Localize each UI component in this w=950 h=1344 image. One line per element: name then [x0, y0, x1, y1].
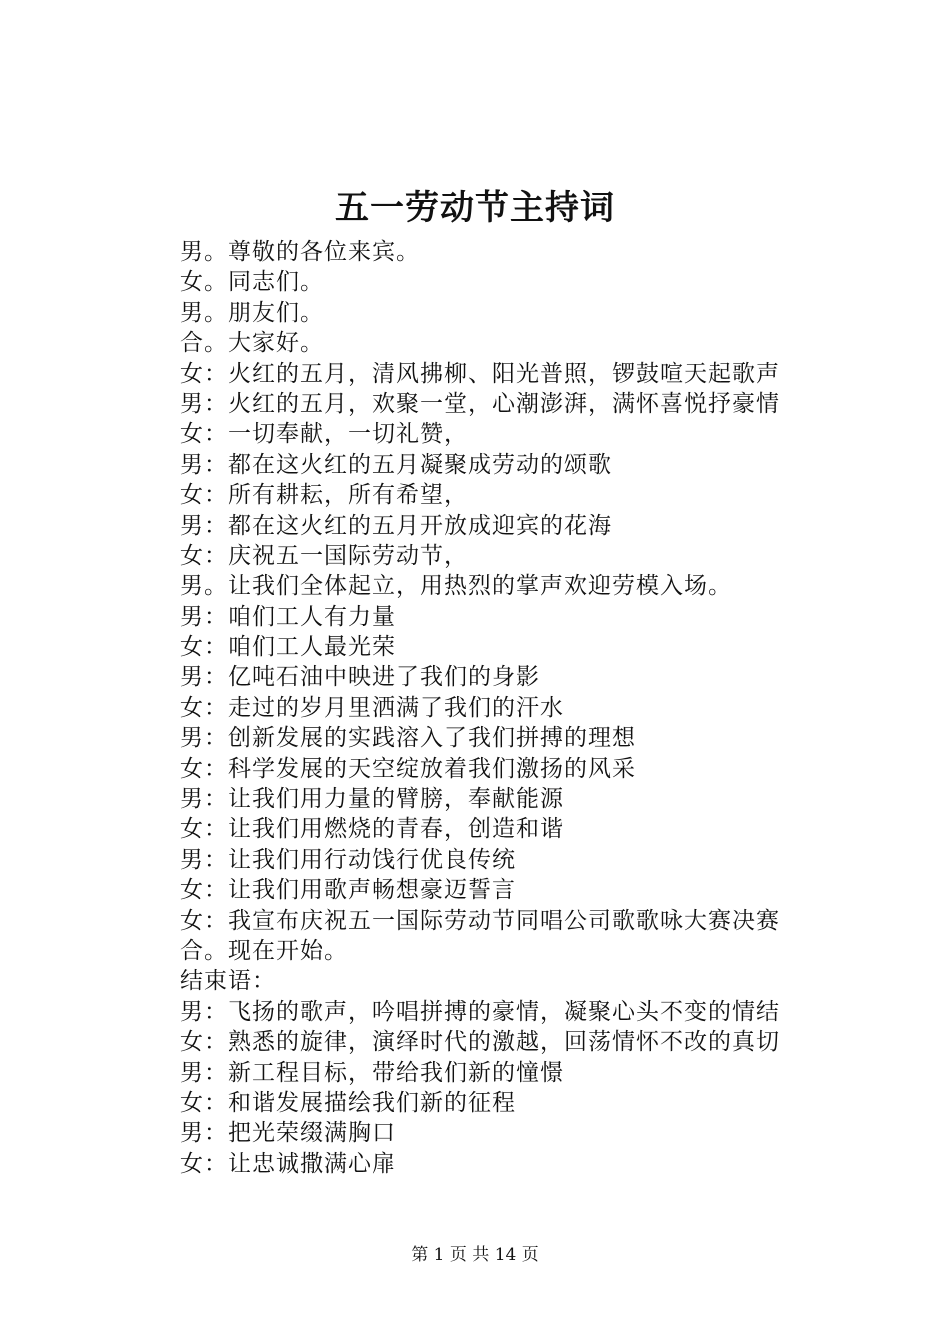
- text-line: 男：把光荣缀满胸口: [180, 1120, 396, 1147]
- text-line: 女：科学发展的天空绽放着我们激扬的风采: [180, 755, 636, 782]
- text-line: 男：都在这火红的五月开放成迎宾的花海: [180, 512, 612, 539]
- text-line: 男：咱们工人有力量: [180, 603, 396, 630]
- text-line: 女。同志们。: [180, 269, 324, 296]
- document-body: [180, 237, 840, 1179]
- text-line: 女：和谐发展描绘我们新的征程: [180, 1089, 516, 1116]
- text-line: 男：新工程目标，带给我们新的憧憬: [180, 1059, 564, 1086]
- text-line: 合。现在开始。: [180, 937, 348, 964]
- text-line: 女：让忠诚撒满心扉: [180, 1150, 396, 1177]
- text-line: 男：都在这火红的五月凝聚成劳动的颂歌: [180, 451, 612, 478]
- text-line: 男。让我们全体起立，用热烈的掌声欢迎劳模入场。: [180, 573, 732, 600]
- text-line: 合。大家好。: [180, 330, 324, 357]
- text-line: 男：飞扬的歌声，吟唱拼搏的豪情，凝聚心头不变的情结: [180, 998, 780, 1025]
- text-line: 女：咱们工人最光荣: [180, 634, 396, 661]
- text-line: 男：火红的五月，欢聚一堂，心潮澎湃，满怀喜悦抒豪情: [180, 390, 780, 417]
- text-line: 男。朋友们。: [180, 299, 324, 326]
- text-line: 男：让我们用行动饯行优良传统: [180, 846, 516, 873]
- text-line: 女：一切奉献，一切礼赞，: [180, 421, 468, 448]
- text-line: 男：亿吨石油中映进了我们的身影: [180, 664, 540, 691]
- text-line: 女：庆祝五一国际劳动节，: [180, 542, 468, 569]
- text-line: 女：我宣布庆祝五一国际劳动节同唱公司歌歌咏大赛决赛: [180, 907, 780, 934]
- text-line: 男：让我们用力量的臂膀，奉献能源: [180, 786, 564, 813]
- text-line: 女：火红的五月，清风拂柳、阳光普照，锣鼓喧天起歌声: [180, 360, 780, 387]
- text-line: 男。尊敬的各位来宾。: [180, 239, 420, 265]
- document-title: 五一劳动节主持词: [335, 188, 615, 228]
- section-heading: 结束语：: [180, 968, 276, 995]
- text-line: 女：让我们用歌声畅想豪迈誓言: [180, 877, 516, 904]
- text-line: 男：创新发展的实践溶入了我们拼搏的理想: [180, 725, 636, 752]
- text-line: 女：所有耕耘，所有希望，: [180, 482, 468, 509]
- page-footer: 第 1 页 共 14 页: [411, 1245, 539, 1265]
- text-line: 女：让我们用燃烧的青春，创造和谐: [180, 816, 564, 843]
- text-line: 女：走过的岁月里洒满了我们的汗水: [180, 694, 564, 721]
- text-line: 女：熟悉的旋律，演绎时代的激越，回荡情怀不改的真切: [180, 1029, 780, 1056]
